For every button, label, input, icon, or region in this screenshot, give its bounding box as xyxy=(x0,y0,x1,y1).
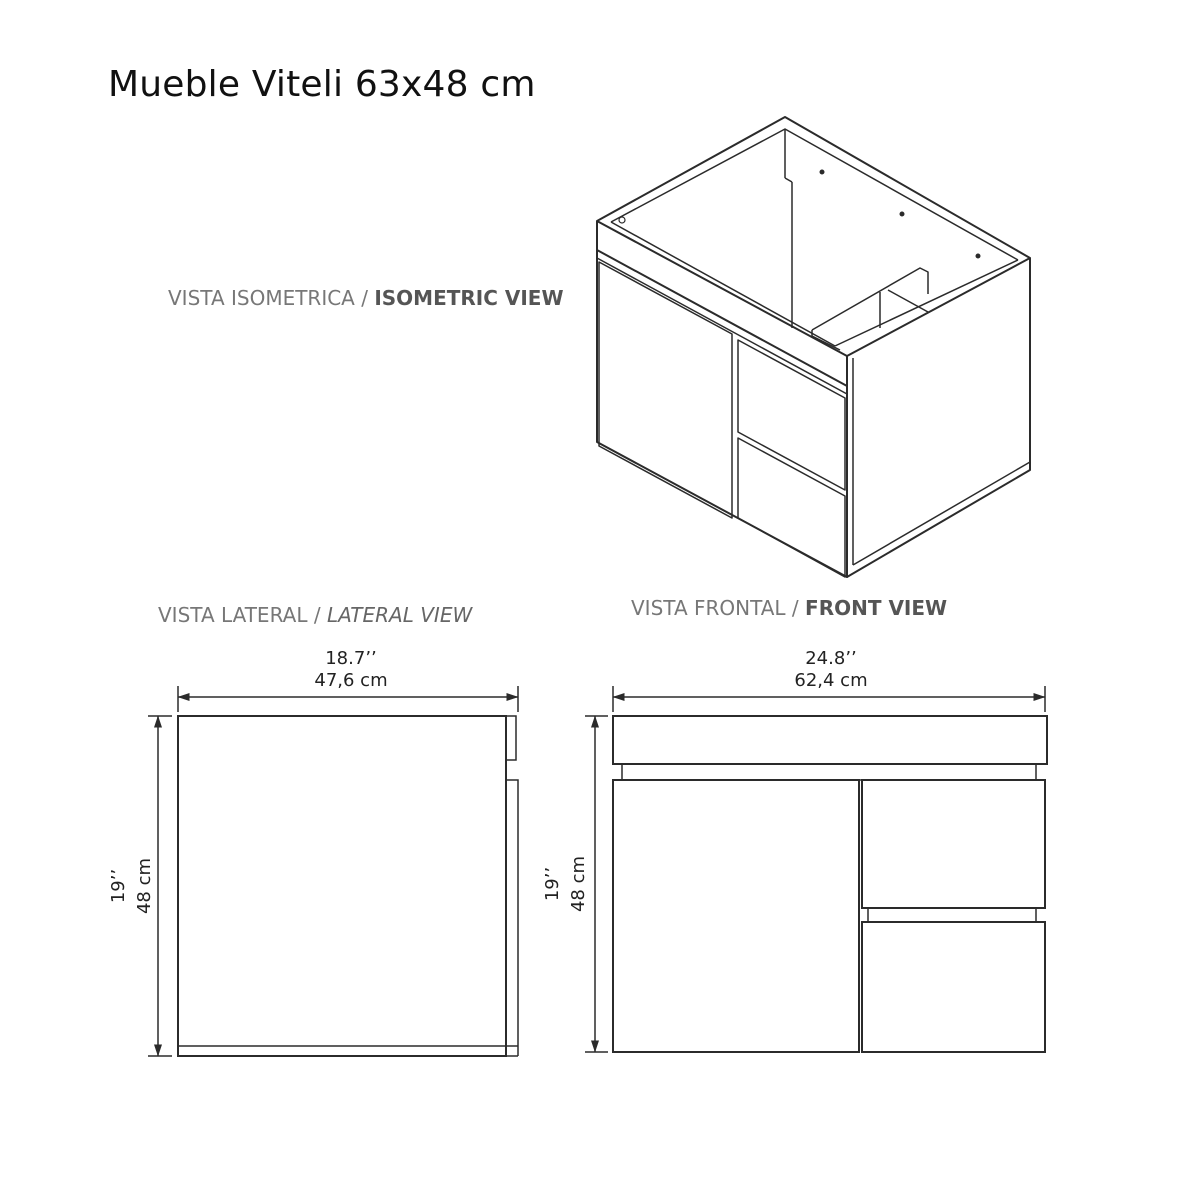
label-separator: / xyxy=(307,603,327,627)
lateral-height-in: 19’’ xyxy=(108,868,129,904)
label-separator: / xyxy=(785,596,806,620)
iso-pin xyxy=(901,213,904,216)
iso-shelf-edge2 xyxy=(888,290,928,312)
front-height-in: 19’’ xyxy=(542,866,563,902)
front-top-band xyxy=(622,764,1036,780)
lateral-width-cm: 47,6 cm xyxy=(314,670,388,691)
iso-front-face xyxy=(597,221,847,577)
front-top-slab xyxy=(613,716,1047,764)
front-drawer-top xyxy=(862,780,1045,908)
front-label-es: VISTA FRONTAL xyxy=(631,596,786,620)
front-width-cm: 62,4 cm xyxy=(794,670,868,691)
front-door xyxy=(613,780,859,1052)
lateral-top-profile xyxy=(506,716,516,760)
isometric-label-es: VISTA ISOMETRICA xyxy=(168,286,355,310)
front-width-in: 24.8’’ xyxy=(805,648,857,669)
iso-right-face xyxy=(847,258,1030,577)
front-cabinet xyxy=(613,716,1047,1052)
iso-top-band xyxy=(597,250,847,386)
lateral-door-profile xyxy=(506,780,518,1046)
page-title: Mueble Viteli 63x48 cm xyxy=(108,64,536,105)
lateral-height-cm: 48 cm xyxy=(134,857,155,915)
iso-rim-inner-side xyxy=(835,260,1018,346)
iso-hole xyxy=(619,217,625,223)
iso-drawer-bottom xyxy=(738,438,845,577)
front-height-cm: 48 cm xyxy=(568,855,589,913)
iso-inner-shelf xyxy=(812,268,928,330)
lateral-label-es: VISTA LATERAL xyxy=(158,603,308,627)
iso-right-bottom-band xyxy=(853,462,1030,565)
front-label-en: FRONT VIEW xyxy=(805,596,948,620)
front-drawer-bottom xyxy=(862,922,1045,1052)
lateral-body xyxy=(178,716,506,1056)
iso-pin xyxy=(821,171,824,174)
front-height-labels xyxy=(542,856,589,912)
lateral-width-in: 18.7’’ xyxy=(325,648,377,669)
iso-top-inner-rim xyxy=(611,129,1018,260)
label-separator: / xyxy=(354,286,375,310)
lateral-label-en: LATERAL VIEW xyxy=(326,603,473,627)
lateral-height-labels xyxy=(108,858,155,914)
iso-top-band-lower xyxy=(597,258,847,394)
front-drawer-gap xyxy=(868,908,1036,922)
iso-top-back-rim xyxy=(597,117,1030,258)
iso-back-edge xyxy=(785,178,792,182)
lateral-cabinet xyxy=(178,716,518,1056)
isometric-label-en: ISOMETRIC VIEW xyxy=(374,286,564,310)
iso-pin xyxy=(977,255,980,258)
isometric-cabinet xyxy=(597,117,1030,577)
